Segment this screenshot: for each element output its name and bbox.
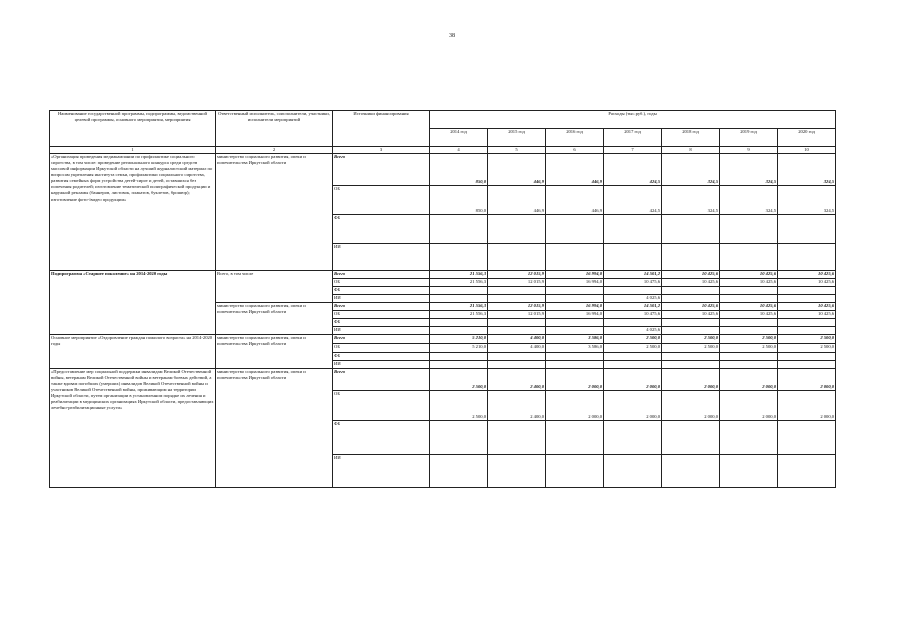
- header-source: Источники финансирования: [333, 111, 430, 147]
- value-cell: 424,5: [604, 186, 662, 215]
- row-executor: министерство социального развития, опеки и попечительства Иркутской области: [216, 369, 333, 488]
- value-cell: 850,0: [430, 154, 488, 186]
- source-fb: ФБ: [333, 319, 430, 327]
- value-cell: 324,5: [662, 154, 720, 186]
- value-cell: 3 586,0: [546, 344, 604, 353]
- value-cell: 10 425,6: [778, 311, 836, 319]
- value-cell: 4 400,0: [488, 344, 546, 353]
- value-cell: 2 000,0: [720, 391, 778, 421]
- source-ob: ОБ: [333, 279, 430, 287]
- header-year: 2020 год: [778, 129, 836, 147]
- value-cell: 446,9: [488, 154, 546, 186]
- value-cell: 2 500,0: [778, 344, 836, 353]
- source-total: Всего: [333, 154, 430, 186]
- value-cell: 14 501,2: [604, 271, 662, 279]
- value-cell: 4 400,0: [488, 335, 546, 344]
- value-cell: 446,9: [488, 186, 546, 215]
- source-ob: ОБ: [333, 311, 430, 319]
- value-cell: 2 000,0: [720, 369, 778, 391]
- value-cell: 12 015,9: [488, 279, 546, 287]
- value-cell: 2 500,0: [720, 335, 778, 344]
- value-cell: 2 000,0: [604, 369, 662, 391]
- value-cell: 12 015,9: [488, 303, 546, 311]
- table-row: [50, 369, 836, 391]
- value-cell: 324,5: [720, 154, 778, 186]
- source-ob: ОБ: [333, 344, 430, 353]
- value-cell: 4 025,6: [604, 327, 662, 335]
- value-cell: 4 025,6: [604, 295, 662, 303]
- value-cell: 3 586,0: [546, 335, 604, 344]
- header-year: 2018 год: [662, 129, 720, 147]
- source-total: Всего: [333, 335, 430, 344]
- table-row: [50, 271, 836, 279]
- value-cell: 10 425,6: [720, 271, 778, 279]
- value-cell: 5 210,0: [430, 335, 488, 344]
- value-cell: 10 425,6: [662, 303, 720, 311]
- value-cell: 324,5: [778, 154, 836, 186]
- table-row: [50, 154, 836, 186]
- row-executor: министерство социального развития, опеки и попечительства Иркутской области: [216, 335, 333, 369]
- value-cell: 424,5: [604, 154, 662, 186]
- value-cell: 16 994,0: [546, 279, 604, 287]
- value-cell: 446,9: [546, 186, 604, 215]
- row-name: Основное мероприятие «Оздоровление граждан пожилого возраста» на 2014-2020 годы: [50, 335, 216, 369]
- value-cell: 5 210,0: [430, 344, 488, 353]
- value-cell: 324,5: [720, 186, 778, 215]
- header-year: 2015 год: [488, 129, 546, 147]
- value-cell: 10 425,6: [720, 279, 778, 287]
- value-cell: 10 425,6: [662, 279, 720, 287]
- value-cell: 2 000,0: [604, 391, 662, 421]
- source-ii: ИИ: [333, 455, 430, 488]
- table-row: [50, 335, 836, 344]
- col-number: 7: [604, 147, 662, 154]
- value-cell: 2 000,0: [546, 391, 604, 421]
- value-cell: 10 425,6: [662, 311, 720, 319]
- value-cell: 2 500,0: [604, 335, 662, 344]
- col-number: 8: [662, 147, 720, 154]
- value-cell: 2 500,0: [662, 335, 720, 344]
- col-number: 10: [778, 147, 836, 154]
- value-cell: 2 500,0: [430, 369, 488, 391]
- header-executor: Ответственный исполнитель, соисполнители, участники, исполнители мероприятий: [216, 111, 333, 147]
- value-cell: 2 400,0: [488, 369, 546, 391]
- col-number: 1: [50, 147, 216, 154]
- value-cell: 12 015,9: [488, 271, 546, 279]
- value-cell: 2 500,0: [778, 335, 836, 344]
- source-ii: ИИ: [333, 295, 430, 303]
- col-number: 9: [720, 147, 778, 154]
- value-cell: 324,5: [778, 186, 836, 215]
- value-cell: 10 425,6: [778, 271, 836, 279]
- value-cell: 10 425,6: [778, 279, 836, 287]
- value-cell: 2 500,0: [662, 344, 720, 353]
- value-cell: 324,5: [662, 186, 720, 215]
- value-cell: 10 425,6: [778, 303, 836, 311]
- value-cell: 2 000,0: [778, 391, 836, 421]
- budget-table: [49, 110, 836, 488]
- value-cell: 850,0: [430, 186, 488, 215]
- value-cell: 2 000,0: [546, 369, 604, 391]
- value-cell: 2 000,0: [662, 369, 720, 391]
- header-expenses: Расходы (тыс.руб.), годы: [430, 111, 836, 129]
- col-number: 2: [216, 147, 333, 154]
- source-ii: ИИ: [333, 327, 430, 335]
- source-fb: ФБ: [333, 353, 430, 361]
- source-ob: ОБ: [333, 391, 430, 421]
- source-ii: ИИ: [333, 244, 430, 271]
- row-executor: министерство социального развития, опеки и попечительства Иркутской области: [216, 154, 333, 271]
- header-year: 2014 год: [430, 129, 488, 147]
- value-cell: 2 500,0: [720, 344, 778, 353]
- value-cell: 21 556,3: [430, 271, 488, 279]
- value-cell: 10 425,6: [720, 303, 778, 311]
- col-number: 4: [430, 147, 488, 154]
- value-cell: 2 500,0: [604, 344, 662, 353]
- page-number: 38: [449, 33, 455, 39]
- col-number: 5: [488, 147, 546, 154]
- value-cell: 21 556,3: [430, 311, 488, 319]
- source-ii: ИИ: [333, 361, 430, 369]
- value-cell: 2 000,0: [662, 391, 720, 421]
- value-cell: 14 501,2: [604, 303, 662, 311]
- header-name: Наименование государственной программы, подпрограммы, ведомственной целевой программы, основного мероприятия, мероприятия: [50, 111, 216, 147]
- value-cell: 16 994,0: [546, 311, 604, 319]
- value-cell: 16 994,0: [546, 303, 604, 311]
- value-cell: 10 425,6: [720, 311, 778, 319]
- value-cell: 21 556,3: [430, 303, 488, 311]
- col-number: 6: [546, 147, 604, 154]
- value-cell: 10 475,6: [604, 311, 662, 319]
- value-cell: 2 400,0: [488, 391, 546, 421]
- source-fb: ФБ: [333, 287, 430, 295]
- header-year: 2016 год: [546, 129, 604, 147]
- value-cell: 21 556,3: [430, 279, 488, 287]
- row-executor: Всего, в том числе: [216, 271, 333, 303]
- value-cell: 16 994,0: [546, 271, 604, 279]
- value-cell: 2 000,0: [778, 369, 836, 391]
- row-name: «Предоставление мер социальной поддержки инвалидам Великой Отечественной войны, ветеранам Великой Отечественной войны и ветеранам боевых действий, а также вдовам погибших (умерших) инвалидов Великой Отечественной войны и участников Великой Отечественной войны, проживающим на территории Иркутской области, путем организации в установленном порядке их лечения и реабилитации в медицинских организациях Иркутской области, предоставляющих лечебно-реабилитационные услуги»: [50, 369, 216, 488]
- source-fb: ФБ: [333, 215, 430, 244]
- value-cell: 10 425,6: [662, 271, 720, 279]
- source-total: Всего: [333, 303, 430, 311]
- source-total: Всего: [333, 271, 430, 279]
- col-number: 3: [333, 147, 430, 154]
- row-name: «Организация проведения медиакампании по профилактике социального сиротства, в том числе: проведение регионального конкурса среди средств массовой информации Иркутской области на лучший журналистский материал по вопросам укрепления института семьи, профилактики социального сиротства, развития семейных форм устройства детей-сирот и детей, оставшихся без попечения родителей; изготовление тематической полиграфической продукции и наружной рекламы (баннеров, листовок, плакатов, буклетов, брошюр); изготовление фото-/видео продукции»: [50, 154, 216, 271]
- source-fb: ФБ: [333, 421, 430, 455]
- row-name: Подпрограмма «Старшее поколение» на 2014-2020 годы: [50, 271, 216, 335]
- source-total: Всего: [333, 369, 430, 391]
- row-executor: министерство социального развития, опеки и попечительства Иркутской области: [216, 303, 333, 335]
- header-year: 2017 год: [604, 129, 662, 147]
- value-cell: 12 015,9: [488, 311, 546, 319]
- value-cell: 10 475,6: [604, 279, 662, 287]
- source-ob: ОБ: [333, 186, 430, 215]
- value-cell: 2 500,0: [430, 391, 488, 421]
- value-cell: 446,9: [546, 154, 604, 186]
- header-year: 2019 год: [720, 129, 778, 147]
